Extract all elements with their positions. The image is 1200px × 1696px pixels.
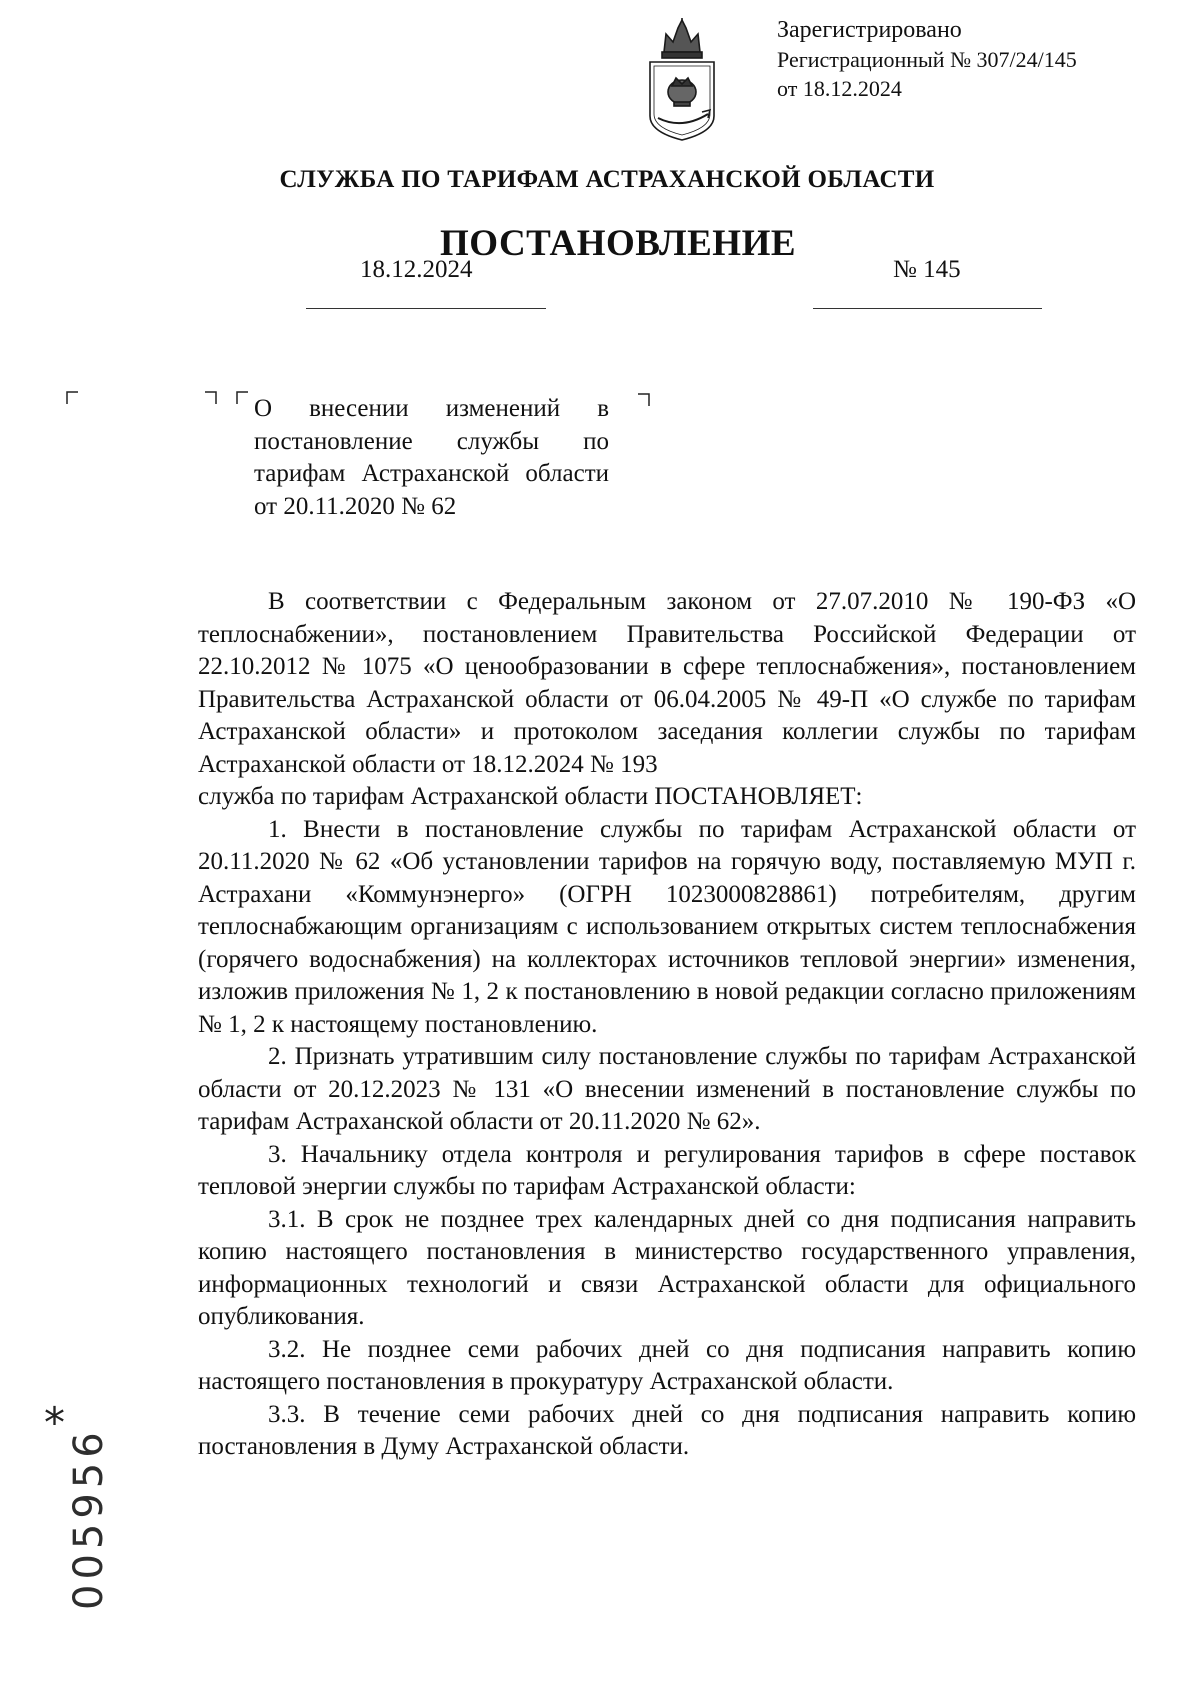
document-type: ПОСТАНОВЛЕНИЕ xyxy=(439,223,797,264)
clause-3-1: 3.1. В срок не позднее трех календарных дней со дня подписания направить копию настоящего постановления в министерство государственного управления, информационных технологий и связи Астраханской области для официального опубликования. xyxy=(198,1205,1136,1330)
organization-title: СЛУЖБА ПО ТАРИФАМ АСТРАХАНСКОЙ ОБЛАСТИ xyxy=(279,166,935,193)
stamp-number: 005956 xyxy=(66,1427,112,1610)
corner-bracket-icon xyxy=(205,391,217,404)
number-underline xyxy=(813,308,1042,309)
clause-3-3: 3.3. В течение семи рабочих дней со дня подписания направить копию постановления в Думу Астраханской области. xyxy=(198,1400,1136,1460)
corner-bracket-icon xyxy=(236,391,248,404)
stamp-mark: * xyxy=(44,1398,65,1447)
preamble-paragraph: В соответствии с Федеральным законом от 27.07.2010 № 190-ФЗ «О теплоснабжении», постановлением Правительства Российской Федерации от 22.10.2012 № 1075 «О ценообразовании в сфере теплоснабжения», постановлением Правительства Астраханской области от 06.04.2005 № 49-П «О службе по тарифам Астраханской области» и протоколом заседания коллегии службы по тарифам Астраханской области от 18.12.2024 № 193 xyxy=(198,588,1136,778)
registration-block xyxy=(777,16,1077,103)
registration-status: Зарегистрировано xyxy=(777,17,962,43)
clause-2: 2. Признать утратившим силу постановление службы по тарифам Астраханской области от 20.12.2023 № 131 «О внесении изменений в постановление службы по тарифам Астраханской области от 20.11.2020 № 62». xyxy=(198,1043,1136,1135)
clause-3-2: 3.2. Не позднее семи рабочих дней со дня подписания направить копию настоящего постановления в прокуратуру Астраханской области. xyxy=(198,1335,1136,1395)
document-number: № 145 xyxy=(893,256,961,283)
document-subject: О внесении изменений в постановление службы по тарифам Астраханской области от 20.11.2020 № 62 xyxy=(254,395,609,520)
clause-3: 3. Начальнику отдела контроля и регулирования тарифов в сфере поставок тепловой энергии службы по тарифам Астраханской области: xyxy=(198,1140,1136,1200)
registration-number: Регистрационный № 307/24/145 xyxy=(777,47,1077,72)
date-underline xyxy=(306,308,546,309)
document-date: 18.12.2024 xyxy=(360,256,473,283)
resolution-line: служба по тарифам Астраханской области ПОСТАНОВЛЯЕТ: xyxy=(198,783,863,810)
corner-bracket-icon xyxy=(638,393,650,406)
document-body xyxy=(198,586,1136,1464)
clause-1: 1. Внести в постановление службы по тарифам Астраханской области от 20.11.2020 № 62 «Об установлении тарифов на горячую воду, поставляемую МУП г. Астрахани «Коммунэнерго» (ОГРН 1023000828861) потребителям, другим теплоснабжающим организациям с использованием открытых систем теплоснабжения (горячего водоснабжения) на коллекторах источников тепловой энергии» изменения, изложив приложения № 1, 2 к постановлению в новой редакции согласно приложениям № 1, 2 к настоящему постановлению. xyxy=(198,815,1136,1038)
registration-date: от 18.12.2024 xyxy=(777,76,902,101)
corner-bracket-icon xyxy=(66,391,78,404)
coat-of-arms-icon xyxy=(642,18,722,150)
